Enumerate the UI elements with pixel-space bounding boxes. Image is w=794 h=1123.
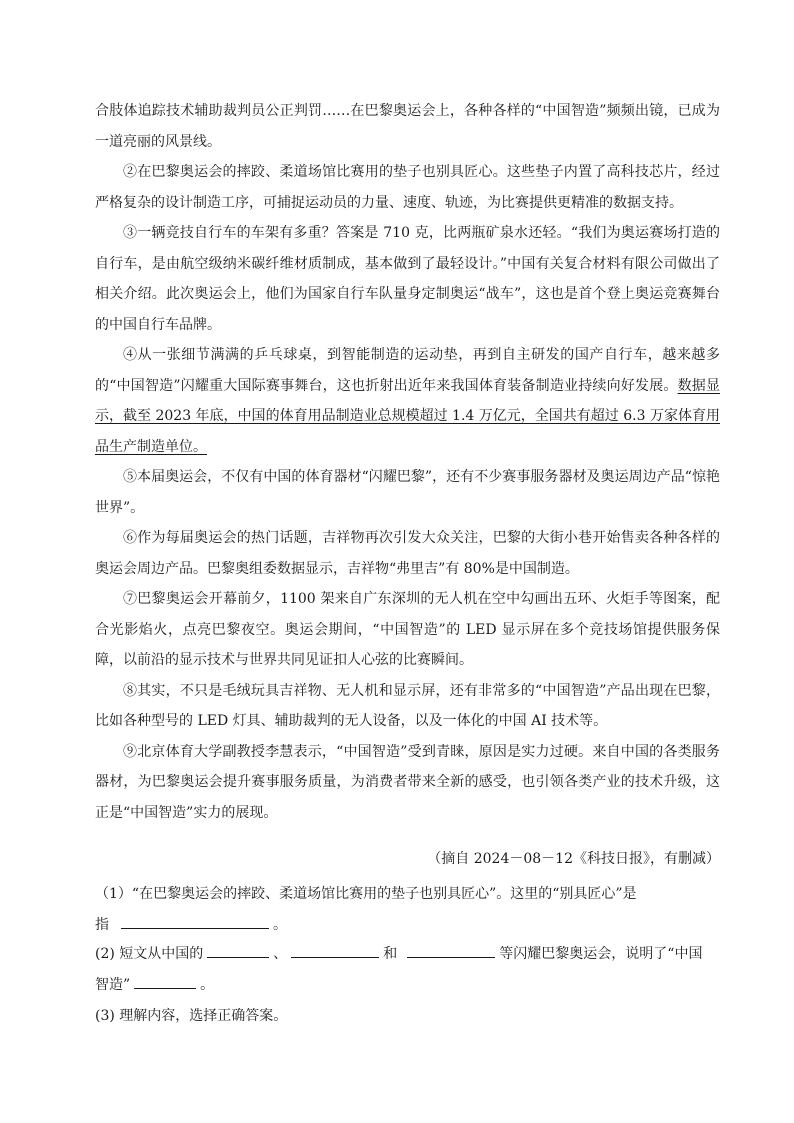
question-1-text: （1）“在巴黎奥运会的摔跤、柔道场馆比赛用的垫子也别具匠心”。这里的“别具匠心”是 — [95, 886, 637, 902]
question-1 — [95, 879, 720, 941]
question-2-text-c: 智造” — [95, 977, 131, 993]
underlined-sentence: 数据显示，截至 2023 年底，中国的体育用品制造业总规模超过 1.4 万亿元，全国共有超过 6.3 万家体育用品生产制造单位。 — [95, 377, 721, 455]
question-2-sep-1: 、 — [273, 946, 288, 962]
paragraph-8: ⑧其实，不只是毛绒玩具吉祥物、无人机和显示屏，还有非常多的“中国智造”产品出现在巴黎，比如各种型号的 LED 灯具、辅助裁判的无人设备，以及一体化的中国 AI 技术等。 — [95, 682, 720, 729]
answer-blank-2b[interactable] — [291, 956, 379, 958]
answer-blank-2c[interactable] — [407, 956, 495, 958]
question-1-suffix: 。 — [273, 917, 287, 933]
answer-blank-1[interactable] — [121, 927, 269, 929]
paragraph-3: ③一辆竞技自行车的车架有多重？答案是 710 克，比两瓶矿泉水还轻。“我们为奥运赛场打造的自行车，是由航空级纳米碳纤维材质制成，基本做到了最轻设计。”中国有关复合材料有限公司做出了相关介绍。此次奥运会上，他们为国家自行车队量身定制奥运“战车”，这也是首个登上奥运竞赛舞台的中国自行车品牌。 — [95, 225, 720, 333]
paragraph-4 — [95, 340, 720, 462]
question-3: (3) 理解内容，选择正确答案。 — [95, 1008, 288, 1024]
paragraph-4-text: ④从一张细节满满的乒乓球桌，到智能制造的运动垫，再到自主研发的国产自行车，越来越多的“中国智造”闪耀重大国际赛事舞台，这也折射出近年来我国体育装备制造业持续向好发展。 — [95, 347, 720, 394]
paragraph-intro: 合肢体追踪技术辅助裁判员公正判罚……在巴黎奥运会上，各种各样的“中国智造”频频出镜，已成为一道亮丽的风景线。 — [95, 103, 720, 150]
answer-blank-2a[interactable] — [207, 956, 269, 958]
question-2-sep-2: 和 — [383, 946, 398, 962]
answer-blank-2d[interactable] — [134, 987, 196, 989]
paragraph-9: ⑨北京体育大学副教授李慧表示，“中国智造”受到青睐，原因是实力过硬。来自中国的各类服务器材，为巴黎奥运会提升赛事服务质量，为消费者带来全新的感受，也引领各类产业的技术升级，这正是“中国智造”实力的展现。 — [95, 743, 720, 821]
article-body — [95, 96, 720, 828]
article-source: （摘自 2024－08－12《科技日报》，有删减） — [427, 851, 720, 867]
question-2-text: (2) 短文从中国的 — [95, 946, 204, 962]
paragraph-6: ⑥作为每届奥运会的热门话题，吉祥物再次引发大众关注，巴黎的大街小巷开始售卖各种各样的奥运会周边产品。巴黎奥组委数据显示，吉祥物“弗里吉”有 80%是中国制造。 — [95, 530, 720, 577]
question-1-prefix: 指 — [95, 917, 109, 933]
question-2-suffix: 。 — [200, 977, 215, 993]
paragraph-2: ②在巴黎奥运会的摔跤、柔道场馆比赛用的垫子也别具匠心。这些垫子内置了高科技芯片，经过严格复杂的设计制造工序，可捕捉运动员的力量、速度、轨迹，为比赛提供更精准的数据支持。 — [95, 164, 720, 211]
question-2-text-b: 等闪耀巴黎奥运会，说明了“中国 — [499, 946, 703, 962]
paragraph-5: ⑤本届奥运会，不仅有中国的体育器材“闪耀巴黎”，还有不少赛事服务器材及奥运周边产品“惊艳世界”。 — [95, 469, 720, 516]
question-2 — [95, 939, 720, 1001]
paragraph-7: ⑦巴黎奥运会开幕前夕，1100 架来自广东深圳的无人机在空中勾画出五环、火炬手等图案，配合光影焰火，点亮巴黎夜空。奥运会期间，“中国智造”的 LED 显示屏在多个竞技场馆提供服务保障，以前沿的显示技术与世界共同见证扣人心弦的比赛瞬间。 — [95, 591, 720, 668]
